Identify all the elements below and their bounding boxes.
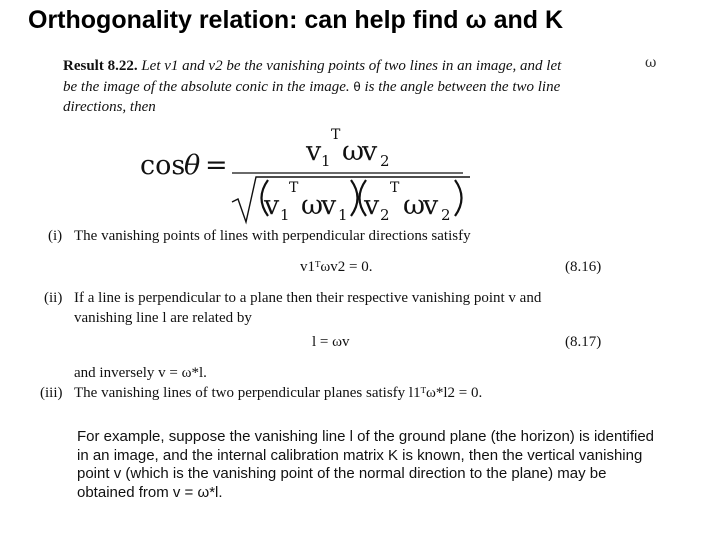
result-line-2-rest: is the angle between the two line: [364, 78, 561, 95]
result-label: Result 8.22.: [63, 58, 138, 74]
den-sub-1b: 1: [338, 206, 348, 224]
den-sub-1a: 1: [280, 206, 290, 224]
den-v2b: v: [423, 190, 439, 221]
result-line-2-text: be the image of the absolute conic in the image.: [63, 78, 350, 95]
den-sub-2b: 2: [441, 206, 451, 224]
den-sub-2a: 2: [380, 206, 390, 224]
equals-sign: =: [205, 150, 228, 181]
num-omega: ω: [342, 136, 365, 167]
equation-number-8-17: (8.17): [565, 334, 602, 350]
den-transpose-1: T: [289, 180, 299, 196]
example-line: in an image, and the internal calibration matrix K is known, then the vertical vanishing: [77, 446, 643, 464]
item-3-marker: (iii): [40, 385, 63, 401]
item-2-text: If a line is perpendicular to a plane then their respective vanishing point v and: [74, 290, 542, 306]
den-v2a: v: [364, 190, 380, 221]
item-2-text-cont: vanishing line l are related by: [74, 310, 252, 326]
equation-8-16: v1ᵀωv2 = 0.: [300, 259, 373, 275]
theta-label: θ: [184, 150, 201, 181]
den-transpose-2: T: [390, 180, 400, 196]
slide-title: Orthogonality relation: can help find ω and K: [28, 6, 564, 34]
example-paragraph: [77, 428, 654, 502]
equation-8-17: l = ωv: [312, 334, 350, 350]
result-line-3-text: directions, then: [63, 99, 156, 115]
den-v1a: v: [264, 190, 280, 221]
item-2-inverse: and inversely v = ω*l.: [74, 365, 207, 381]
den-omega-2: ω: [403, 190, 426, 221]
num-sub-2: 2: [380, 152, 390, 170]
example-line: point v (which is the vanishing point of the normal direction to the plane) may be: [77, 465, 607, 482]
num-transpose: T: [331, 127, 341, 143]
equation-number-8-16: (8.16): [565, 259, 602, 275]
example-line: obtained from v = ω*l.: [77, 483, 223, 501]
cos-label: cos: [140, 150, 186, 181]
example-line: For example, suppose the vanishing line l of the ground plane (the horizon) is identified: [77, 428, 655, 445]
item-1-marker: (i): [48, 228, 63, 244]
item-1-text: The vanishing points of lines with perpendicular directions satisfy: [74, 228, 471, 244]
omega-annotation: ω: [645, 55, 657, 71]
theta-symbol: θ: [353, 79, 361, 94]
item-2-marker: (ii): [44, 290, 63, 306]
fraction-and-radical: [0, 0, 720, 235]
den-omega-1: ω: [301, 190, 324, 221]
den-v1b: v: [321, 190, 337, 221]
num-v1: v: [306, 136, 322, 167]
num-v2: v: [362, 136, 378, 167]
result-line-1-text: Let v1 and v2 be the vanishing points of two lines in an image, and let: [141, 58, 562, 74]
item-3-text: The vanishing lines of two perpendicular planes satisfy l1ᵀω*l2 = 0.: [74, 385, 483, 401]
num-sub-1: 1: [321, 152, 331, 170]
cosine-formula: [0, 0, 720, 235]
